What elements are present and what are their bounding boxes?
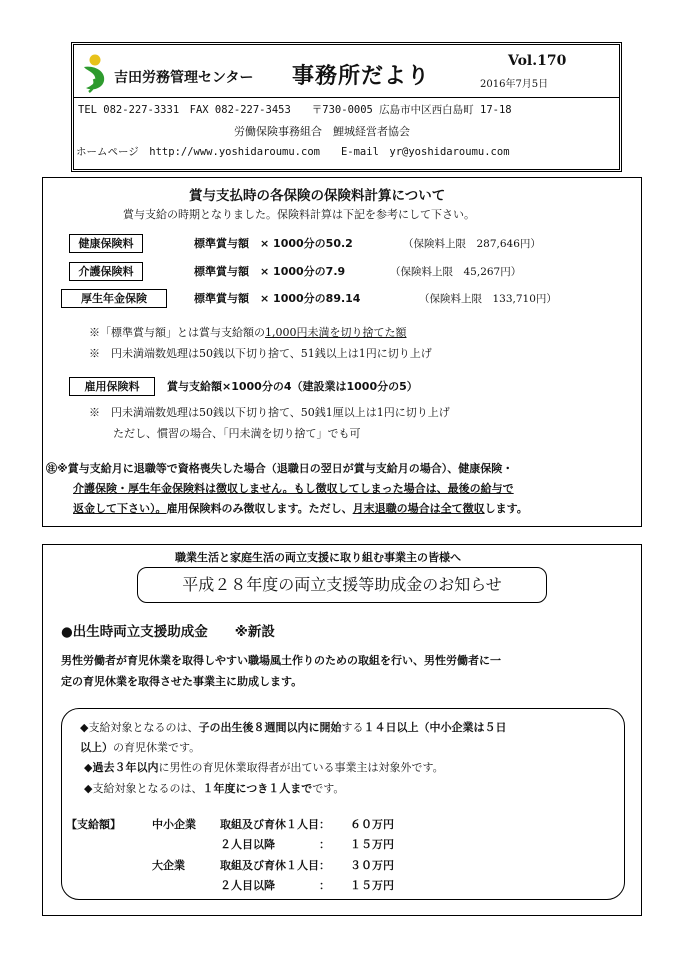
amount-label: 【支給額】 xyxy=(66,818,121,831)
notice-refund: 返金して下さい）。 xyxy=(73,502,167,515)
amount-company-sme: 中小企業 xyxy=(152,818,196,831)
volume-number: Vol.170 xyxy=(508,53,567,69)
amount-item: 取組及び育休１人目： xyxy=(220,859,330,872)
employment-insurance-formula: 賞与支給額×1000分の4（建設業は1000分の5） xyxy=(167,380,418,393)
b1-line2-b: 以上） xyxy=(80,741,113,754)
notice-employment-only: 雇用保険料のみ徴収します。ただし、 xyxy=(166,502,353,515)
health-insurance-label: 健康保険料 xyxy=(69,234,143,253)
notice-text-1: ※賞与支給月に退職等で資格喪失した場合（退職日の翌日が賞与支給月の場合）、健康保険・ xyxy=(57,462,514,475)
b2-b: に男性の育児休業取得者が出ている事業主は対象外です。 xyxy=(158,761,444,774)
care-insurance-label: 介護保険料 xyxy=(69,262,143,281)
issue-date: 2016年7月5日 xyxy=(480,79,549,90)
employment-rounding-note: ※ 円未満端数処理は50銭以下切り捨て、50銭1厘以上は1円に切り上げ xyxy=(89,406,450,419)
eligibility-bullet-2 xyxy=(84,759,444,775)
contact-line: TEL 082-227-3331 FAX 082-227-3453 〒730-0005 広島市中区西白島町 17-18 xyxy=(78,104,512,116)
amount-value: ６０万円 xyxy=(350,818,394,831)
newsletter-header xyxy=(71,42,622,172)
eligibility-box xyxy=(61,708,625,900)
note1-text: 「標準賞与額」とは賞与支給額の xyxy=(100,326,265,339)
rounding-note: ※ 円未満端数処理は50銭以下切り捨て、51銭以上は1円に切り上げ xyxy=(89,347,432,360)
pension-insurance-label: 厚生年金保険 xyxy=(61,289,167,308)
leaf-figure-logo-icon xyxy=(80,53,114,93)
b1-a: ◆支給対象となるのは、 xyxy=(80,721,199,734)
eligibility-bullet-1 xyxy=(80,719,506,735)
custom-rounding-note: ただし、慣習の場合、「円未満を切り捨て」でも可 xyxy=(113,427,361,440)
important-mark: ㊟ xyxy=(46,462,57,475)
amount-item: 取組及び育休１人目： xyxy=(220,818,330,831)
amount-item: ２人目以降 ： xyxy=(220,838,330,851)
org-name: 吉田労務管理センター xyxy=(114,70,254,86)
pension-insurance-limit: （保険料上限 133,710円） xyxy=(419,293,557,305)
b1-b: 子の出生後８週間以内に開始 xyxy=(198,721,342,734)
b3-b: １年度につき１人まで xyxy=(202,782,313,795)
eligibility-bullet-3 xyxy=(84,780,344,796)
employment-insurance-label: 雇用保険料 xyxy=(69,377,155,396)
b3-a: ◆支給対象となるのは、 xyxy=(84,782,203,795)
b1-c: する xyxy=(341,721,364,734)
subsidy-section xyxy=(42,544,642,916)
bonus-insurance-section xyxy=(42,177,642,527)
notice-month-end: 月末退職の場合は全て徴収 xyxy=(352,502,485,515)
subsidy-desc-line2: 定の育児休業を取得させた事業主に助成します。 xyxy=(61,675,303,688)
health-insurance-limit: （保険料上限 287,646円） xyxy=(403,238,541,250)
pension-insurance-formula: 標準賞与額 × 1000分の89.14 xyxy=(194,292,361,305)
subsidy-desc-line1: 男性労働者が育児休業を取得しやすい職場風土作りのための取組を行い、男性労働者に一 xyxy=(61,654,501,667)
section1-title: 賞与支払時の各保険の保険料計算について xyxy=(189,188,446,204)
important-notice-line2: 介護保険・厚生年金保険料は徴収しません。もし徴収してしまった場合は、最後の給与で xyxy=(73,482,514,495)
amount-company-large: 大企業 xyxy=(152,859,185,872)
standard-bonus-note xyxy=(89,324,407,340)
b3-c: です。 xyxy=(312,782,345,795)
amount-value: １５万円 xyxy=(350,838,394,851)
header-divider xyxy=(74,97,619,98)
care-insurance-formula: 標準賞与額 × 1000分の7.9 xyxy=(194,265,346,278)
birth-support-heading: ●出生時両立支援助成金 ※新設 xyxy=(61,624,275,640)
section1-intro: 賞与支給の時期となりました。保険料計算は下記を参考にして下さい。 xyxy=(123,208,475,221)
notice-end: します。 xyxy=(484,502,528,515)
subsidy-title: 平成２８年度の両立支援等助成金のお知らせ xyxy=(137,567,547,603)
newsletter-title: 事務所だより xyxy=(292,64,431,89)
amount-value: １５万円 xyxy=(350,879,394,892)
b1-line2-c: の育児休業です。 xyxy=(113,741,201,754)
amount-item: ２人目以降 ： xyxy=(220,879,330,892)
eligibility-bullet-1-cont xyxy=(80,739,200,755)
association-line: 労働保険事務組合 鯉城経営者協会 xyxy=(234,125,410,138)
note-mark: ※ xyxy=(89,326,100,339)
amount-value: ３０万円 xyxy=(350,859,394,872)
important-notice-line1 xyxy=(46,460,513,476)
important-notice-line3 xyxy=(73,500,528,516)
web-contact-line: ホームページ http://www.yoshidaroumu.com E-mail yr@yoshidaroumu.com xyxy=(76,146,510,158)
health-insurance-formula: 標準賞与額 × 1000分の50.2 xyxy=(194,237,353,250)
b2-a: ◆過去３年以内 xyxy=(84,761,159,774)
care-insurance-limit: （保険料上限 45,267円） xyxy=(390,266,522,278)
b1-d: １４日以上（中小企業は５日 xyxy=(363,721,507,734)
subsidy-kicker: 職業生活と家庭生活の両立支援に取り組む事業主の皆様へ xyxy=(175,551,461,564)
note1-underlined: 1,000円未満を切り捨てた額 xyxy=(265,326,407,339)
